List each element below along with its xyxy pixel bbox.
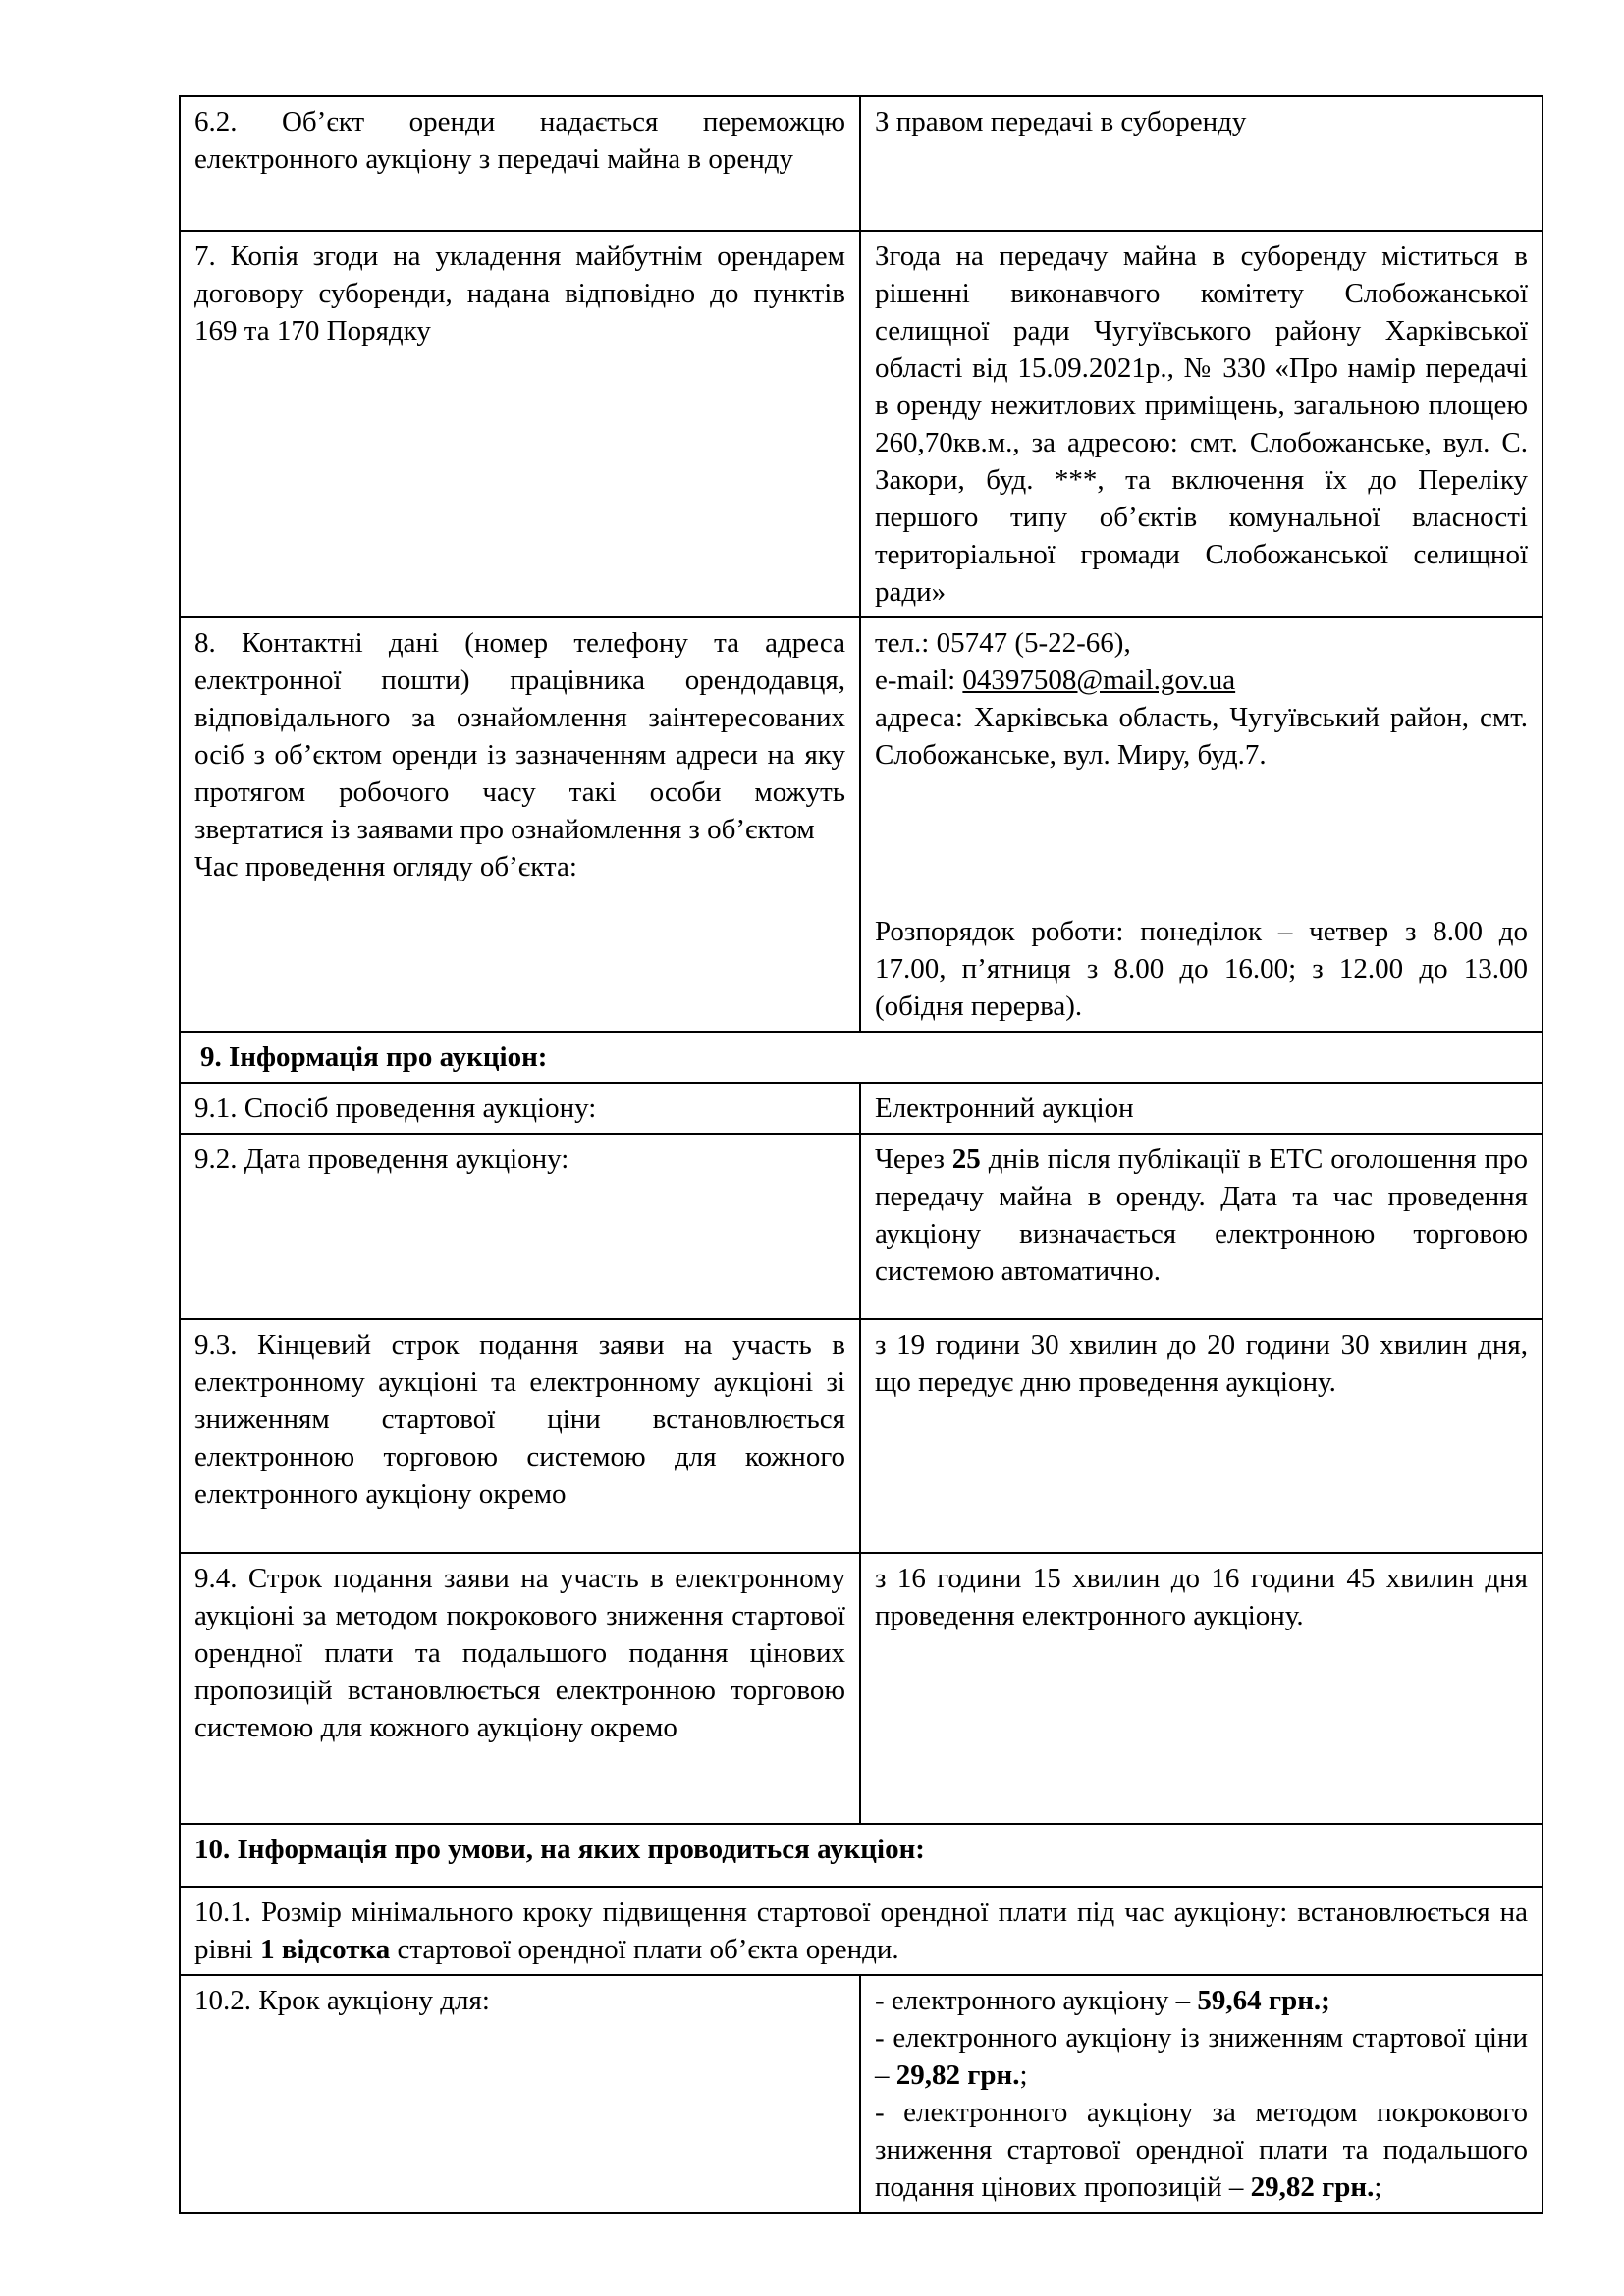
row-9-3-label-text: 9.3. Кінцевий строк подання заяви на участь в електронному аукціоні та електронному аукціоні зі зниженням стартової ціни встановлюється електронною торговою системою для кожного електронного аукціону окремо — [194, 1329, 845, 1510]
contact-address: адреса: Харківська область, Чугуївський район, смт. Слобожанське, вул. Миру, буд.7. — [875, 702, 1528, 771]
section-9-header — [180, 1032, 1543, 1083]
row-9-1 — [180, 1083, 1543, 1134]
row-9-2-label-text: 9.2. Дата проведення аукціону: — [194, 1144, 569, 1175]
row-7-label — [180, 231, 860, 617]
row-7-value — [860, 231, 1543, 617]
row-8-label-text: 8. Контактні дані (номер телефону та адреса електронної пошти) працівника орендодавця, відповідального за ознайомлення заінтересованих осіб з об’єктом оренди із зазначенням адреси на яку протягом робочого часу такі особи можуть звертатися із заявами про ознайомлення з об’єктом — [194, 627, 845, 845]
auction-days-count: 25 — [951, 1144, 981, 1175]
row-9-2-value — [860, 1134, 1543, 1319]
row-10-1-text — [180, 1887, 1543, 1975]
row-9-2 — [180, 1134, 1543, 1319]
row-9-4 — [180, 1553, 1543, 1824]
min-step-percent: 1 відсотка — [260, 1934, 391, 1965]
row-6-2-value-text: З правом передачі в суборенду — [875, 106, 1247, 137]
row-9-3-label — [180, 1319, 860, 1553]
row-9-4-value — [860, 1553, 1543, 1824]
row-8 — [180, 617, 1543, 1032]
row-8-value — [860, 617, 1543, 1032]
row-10-1 — [180, 1887, 1543, 1975]
row-10-1-post: стартової орендної плати об’єкта оренди. — [390, 1934, 899, 1965]
work-schedule: Розпорядок роботи: понеділок – четвер з 8.00 до 17.00, п’ятниця з 8.00 до 16.00; з 12.00 до 13.00 (обідня перерва). — [875, 916, 1528, 1022]
row-10-2-label-text: 10.2. Крок аукціону для: — [194, 1985, 490, 2016]
step-amount: 29,82 грн. — [895, 2059, 1020, 2091]
row-7-value-text: Згода на передачу майна в суборенду міститься в рішенні виконавчого комітету Слобожанської селищної ради Чугуївського району Харківської області від 15.09.2021р., № 330 «Про намір передачі в оренду нежитлових приміщень, загальною площею 260,70кв.м., за адресою: смт. Слобожанське, вул. С. Закори, буд. ***, та включення їх до Переліку першого типу об’єктів комунальної власності територіальної громади Слобожанської селищної ради» — [875, 240, 1528, 608]
section-9-title-text: 9. Інформація про аукціон: — [200, 1041, 548, 1073]
contact-email-line — [875, 662, 1528, 699]
row-9-4-label — [180, 1553, 860, 1824]
step-item-electronic — [875, 1982, 1528, 2019]
row-9-1-value — [860, 1083, 1543, 1134]
contact-phone: тел.: 05747 (5-22-66), — [875, 627, 1131, 659]
row-6-2 — [180, 96, 1543, 231]
row-7-label-text: 7. Копія згоди на укладення майбутнім орендарем договору суборенди, надана відповідно до пунктів 169 та 170 Порядку — [194, 240, 845, 347]
step-item-tail: ; — [1374, 2171, 1382, 2203]
step-item-text: - електронного аукціону за методом покрокового зниження стартової орендної плати та подальшого подання цінових пропозицій – — [875, 2097, 1528, 2203]
step-item-text: - електронного аукціону – — [875, 1985, 1198, 2016]
row-10-1-pre: 10.1. Розмір мінімального кроку підвищення стартової орендної плати під час аукціону: встановлюється на рівні — [194, 1896, 1528, 1965]
row-9-1-label-text: 9.1. Спосіб проведення аукціону: — [194, 1093, 597, 1124]
auction-info-table — [179, 95, 1543, 2214]
row-10-2 — [180, 1975, 1543, 2213]
step-item-tail: ; — [1019, 2059, 1028, 2091]
row-6-2-label-text: 6.2. Об’єкт оренди надається переможцю електронного аукціону з передачі майна в оренду — [194, 106, 845, 175]
step-item-reduced — [875, 2019, 1528, 2094]
row-10-2-label — [180, 1975, 860, 2213]
row-9-1-label — [180, 1083, 860, 1134]
row-6-2-value — [860, 96, 1543, 231]
row-10-2-value — [860, 1975, 1543, 2213]
email-label: e-mail: — [875, 665, 963, 696]
inspection-time-label: Час проведення огляду об’єкта: — [194, 851, 577, 882]
section-10-title-text: 10. Інформація про умови, на яких проводиться аукціон: — [194, 1834, 925, 1865]
step-amount: 29,82 грн. — [1250, 2171, 1375, 2203]
section-10-header — [180, 1824, 1543, 1887]
row-9-3-value — [860, 1319, 1543, 1553]
row-9-3-value-text: з 19 години 30 хвилин до 20 години 30 хвилин дня, що передує дню проведення аукціону. — [875, 1329, 1528, 1398]
row-9-2-value-pre: Через — [875, 1144, 952, 1175]
row-8-label — [180, 617, 860, 1032]
step-amount: 59,64 грн.; — [1197, 1985, 1330, 2016]
section-10-title — [180, 1824, 1543, 1887]
section-9-title — [180, 1032, 1543, 1083]
row-9-1-value-text: Електронний аукціон — [875, 1093, 1134, 1124]
row-7 — [180, 231, 1543, 617]
row-9-3 — [180, 1319, 1543, 1553]
step-item-text: - електронного аукціону із зниженням стартової ціни – — [875, 2022, 1528, 2091]
row-9-4-label-text: 9.4. Строк подання заяви на участь в електронному аукціоні за методом покрокового зниження стартової орендної плати та подальшого подання цінових пропозицій встановлюється електронною торговою системою для кожного аукціону окремо — [194, 1563, 845, 1743]
row-9-2-label — [180, 1134, 860, 1319]
step-item-stepwise — [875, 2094, 1528, 2206]
row-9-4-value-text: з 16 години 15 хвилин до 16 години 45 хвилин дня проведення електронного аукціону. — [875, 1563, 1528, 1631]
email-link[interactable]: 04397508@mail.gov.ua — [962, 665, 1236, 696]
row-9-2-value-post: днів після публікації в ЕТС оголошення про передачу майна в оренду. Дата та час проведення аукціону визначається електронною торговою системою автоматично. — [875, 1144, 1528, 1287]
row-6-2-label — [180, 96, 860, 231]
